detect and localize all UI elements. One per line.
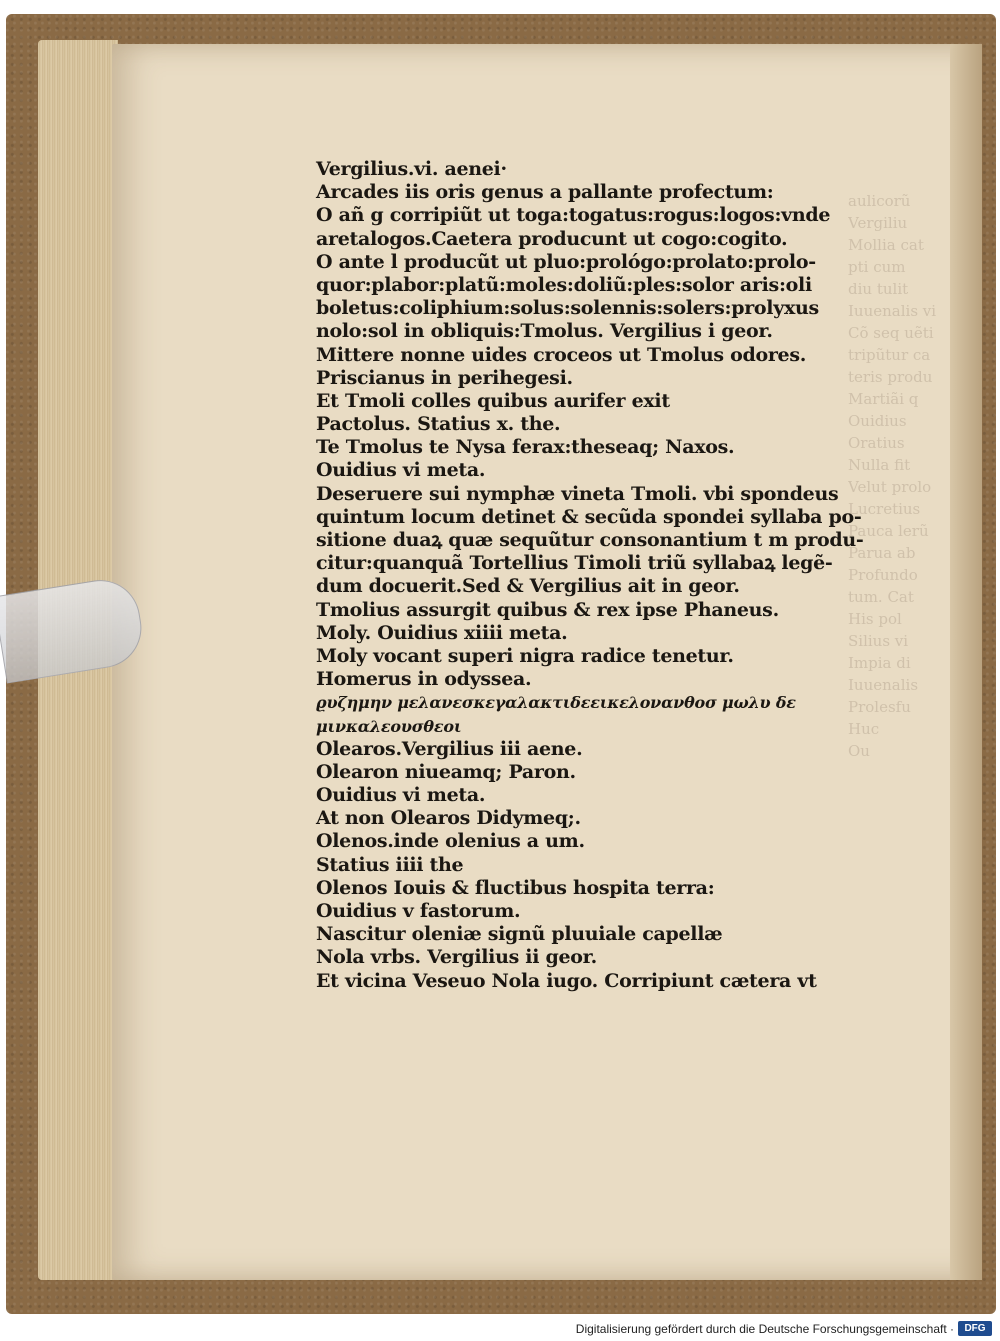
- text-line: Ouidius v fastorum.: [316, 900, 521, 922]
- text-line: Nascitur oleniæ signũ pluuiale capellæ: [316, 923, 723, 946]
- text-line: aretalogos.Caetera producunt ut cogo:cogito.: [316, 227, 788, 250]
- text-line: Olearos.Vergilius iii aene.: [316, 737, 583, 760]
- text-line: Pactolus. Statius x. the.: [316, 413, 561, 436]
- text-line: Priscianus in perihegesi.: [316, 366, 573, 389]
- text-line: quintum locum detinet & secũda spondei syllaba po‑: [316, 505, 862, 528]
- text-line: Olenos Iouis & fluctibus hospita terra:: [316, 876, 715, 899]
- footer-bar: [0, 1318, 1000, 1341]
- text-line: O añ g corripiũt ut toga:togatus:rogus:logos:vnde: [316, 204, 831, 227]
- text-line: Moly. Ouidius xiiii meta.: [316, 621, 568, 644]
- text-line: Homerus in odyssea.: [316, 668, 532, 691]
- funding-credit: Digitalisierung gefördert durch die Deutsche Forschungsgemeinschaft ·: [575, 1322, 954, 1336]
- text-line: Vergilius.vi. aenei·: [316, 158, 507, 180]
- text-line: Arcades iis oris genus a pallante profectum:: [316, 181, 774, 204]
- text-line: sitione duaꝝ quæ sequũtur consonantium t m produ‑: [316, 529, 864, 551]
- text-line: nolo:sol in obliquis:Tmolus. Vergilius i geor.: [316, 320, 773, 343]
- text-line: Et Tmoli colles quibus aurifer exit: [316, 389, 670, 412]
- text-line: quor:plabor:platũ:moles:doliũ:ples:solor aris:oli: [316, 273, 812, 296]
- text-line: dum docuerit.Sed & Vergilius ait in geor.: [316, 575, 740, 598]
- text-line: Nola vrbs. Vergilius ii geor.: [316, 946, 597, 969]
- text-line: O ante l producũt ut pluo:prológo:prolato:prolo‑: [316, 250, 816, 273]
- dfg-logo-icon: DFG: [958, 1321, 992, 1336]
- text-line: Ouidius vi meta.: [316, 459, 486, 482]
- text-line: At non Olearos Didymeq;.: [316, 807, 581, 830]
- text-line: Mittere nonne uides croceos ut Tmolus odores.: [316, 343, 807, 366]
- text-line: Moly vocant superi nigra radice tenetur.: [316, 644, 734, 667]
- greek-text-line: ϱυζημην μελανεσκεγαλακτιδεεικελονανθοσ μωλυ δε: [316, 693, 796, 713]
- text-line: Et vicina Veseuo Nola iugo. Corripiunt cætera vt: [316, 969, 817, 992]
- text-line: citur:quanquã Tortellius Timoli triũ syllabaꝝ legẽ‑: [316, 552, 833, 575]
- text-line: Tmolius assurgit quibus & rex ipse Phaneus.: [316, 598, 779, 621]
- printed-text-block: [316, 158, 876, 993]
- book-gutter: [950, 44, 982, 1280]
- text-line: Ouidius vi meta.: [316, 784, 486, 807]
- greek-text-line: μινκαλεουσθεοι: [316, 716, 462, 736]
- bleed-through-text: aulicorũ Vergiliu Mollia cat pti cum diu tulit Iuuenalis vi Cõ seq uẽti tripũtur ca teris produ Martiãi q Ouidius Oratius Nulla fit Velut prolo Lucretius Pauca lerũ Parua ab Profundo tum. Cat His pol Silius vi Impia di Iuuenalis Prolesfu Huc Ou: [848, 192, 937, 760]
- text-line: Olenos.inde olenius a um.: [316, 830, 585, 853]
- text-line: Deseruere sui nymphæ vineta Tmoli. vbi spondeus: [316, 482, 839, 505]
- text-line: Statius iiii the: [316, 853, 464, 876]
- text-line: boletus:coliphium:solus:solennis:solers:prolyxus: [316, 297, 819, 320]
- text-line: Te Tmolus te Nysa ferax:theseaq; Naxos.: [316, 436, 735, 459]
- text-line: Olearon niueamq; Paron.: [316, 760, 576, 783]
